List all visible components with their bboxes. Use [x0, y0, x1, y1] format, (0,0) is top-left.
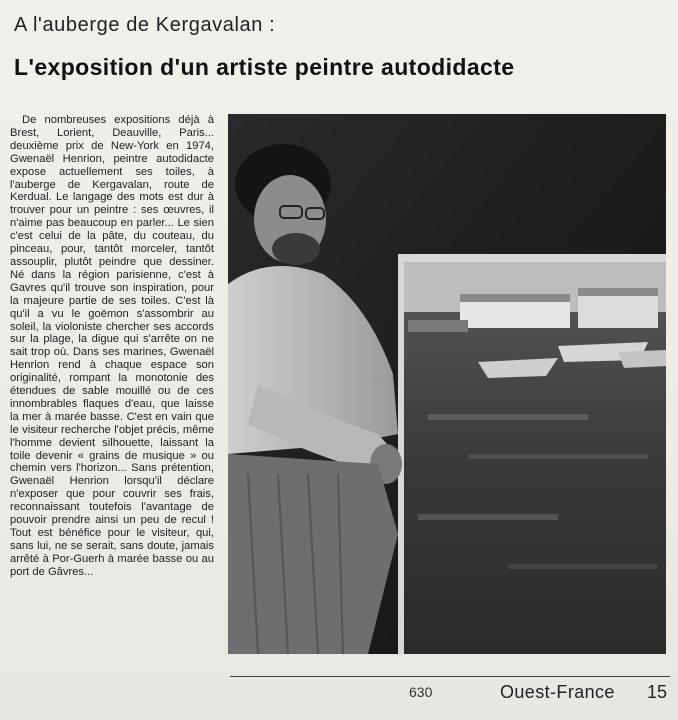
page-number: 15: [647, 682, 668, 702]
article-photo: [228, 114, 666, 654]
article-body: De nombreuses expositions déjà à Brest, Lorient, Deauville, Paris... deuxième prix de New-York en 1974, Gwenaël Henrion, peintre autodidacte expose actuellement ses toiles, à l'auberge de Kergavalan, route de Kerdual. Le langage des mots est dur à trouver pour un peintre : ses œuvres, il n'aime pas beaucoup en parler... Le sien c'est celui de la pâte, du couteau, du pinceau, pour, tantôt morceler, tantôt assouplir, plutôt peindre que dessiner. Né dans la région parisienne, c'est à Gavres qu'il trouve son inspiration, pour la majeure partie de ses toiles. C'est là qu'il a vu le goëmon s'assombrir au soleil, la violoniste chercher ses accords sur la plage, la digue qui s'arrête on ne sait trop où. Dans ses marines, Gwenaël Henrion rend à chaque espace son originalité, rompant la monotonie des étendues de sable mouillé ou de ces innombrables flaques d'eau, que laisse la mer à marée basse. C'est en vain que le visiteur recherche l'objet précis, même l'homme devient silhouette, laissant la toile devenir « grains de musique » ou chemin vers l'horizon... Sans prétention, Gwenaël Henrion lorsqu'il déclare n'exposer que pour couvrir ses frais, reconnaissant toutefois l'avantage de pouvoir prendre ainsi un peu de recul ! Tout est bénéfice pour le visiteur, qui, sans lui, ne se serait, sans doute, jamais arrêté à Por-Guerh à marée basse ou au port de Gâvres...: [10, 114, 214, 578]
article-headline: L'exposition d'un artiste peintre autodidacte: [14, 54, 515, 80]
publication-name: Ouest-France: [500, 682, 615, 702]
footer-rule: [230, 676, 670, 677]
issue-number: 630: [409, 684, 433, 700]
photo-painter-with-canvas: [228, 114, 666, 654]
kicker-heading: A l'auberge de Kergavalan :: [14, 14, 276, 36]
